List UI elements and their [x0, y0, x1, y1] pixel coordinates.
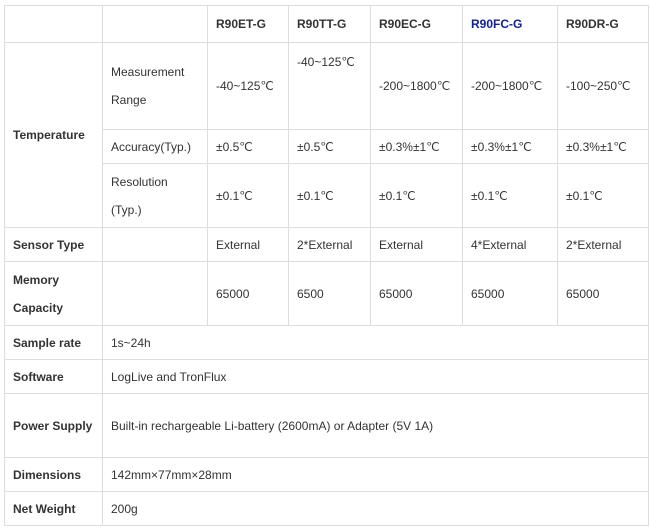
header-empty-cell: [103, 6, 208, 43]
sample-rate-value: 1s~24h: [103, 326, 649, 360]
sensor-value-3: External: [371, 228, 463, 262]
sensor-value-2: 2*External: [289, 228, 371, 262]
software-label: Software: [5, 360, 103, 394]
accuracy-value-1: ±0.5℃: [208, 130, 289, 164]
header-model-1: R90ET-G: [208, 6, 289, 43]
dimensions-label: Dimensions: [5, 458, 103, 492]
table-row: [5, 492, 649, 526]
power-supply-label: Power Supply: [5, 394, 103, 458]
header-row: [5, 6, 649, 43]
header-model-2: R90TT-G: [289, 6, 371, 43]
software-value: LogLive and TronFlux: [103, 360, 649, 394]
range-value-4: -200~1800℃: [463, 43, 558, 130]
sample-rate-label: Sample rate: [5, 326, 103, 360]
measurement-range-label: Measurement Range: [103, 43, 208, 130]
header-empty-cell: [5, 6, 103, 43]
resolution-value-2: ±0.1℃: [289, 164, 371, 228]
empty-cell: [103, 262, 208, 326]
range-value-3: -200~1800℃: [371, 43, 463, 130]
table-row: [5, 43, 649, 130]
sensor-value-4: 4*External: [463, 228, 558, 262]
table-row: [5, 458, 649, 492]
table-row: [5, 326, 649, 360]
memory-value-4: 65000: [463, 262, 558, 326]
resolution-value-1: ±0.1℃: [208, 164, 289, 228]
dimensions-value: 142mm×77mm×28mm: [103, 458, 649, 492]
temperature-label: Temperature: [5, 43, 103, 228]
accuracy-label: Accuracy(Typ.): [103, 130, 208, 164]
sensor-value-1: External: [208, 228, 289, 262]
spec-table: [4, 5, 649, 526]
table-row: [5, 360, 649, 394]
empty-cell: [103, 228, 208, 262]
sensor-value-5: 2*External: [558, 228, 649, 262]
memory-value-3: 65000: [371, 262, 463, 326]
memory-value-5: 65000: [558, 262, 649, 326]
header-model-3: R90EC-G: [371, 6, 463, 43]
accuracy-value-4: ±0.3%±1℃: [463, 130, 558, 164]
range-value-5: -100~250℃: [558, 43, 649, 130]
memory-value-2: 6500: [289, 262, 371, 326]
accuracy-value-3: ±0.3%±1℃: [371, 130, 463, 164]
net-weight-value: 200g: [103, 492, 649, 526]
resolution-value-4: ±0.1℃: [463, 164, 558, 228]
range-value-2: -40~125℃: [289, 43, 371, 130]
table-row: [5, 262, 649, 326]
power-supply-value: Built-in rechargeable Li-battery (2600mA) or Adapter (5V 1A): [103, 394, 649, 458]
accuracy-value-5: ±0.3%±1℃: [558, 130, 649, 164]
header-model-4: R90FC-G: [463, 6, 558, 43]
resolution-label: Resolution (Typ.): [103, 164, 208, 228]
net-weight-label: Net Weight: [5, 492, 103, 526]
range-value-1: -40~125℃: [208, 43, 289, 130]
resolution-value-3: ±0.1℃: [371, 164, 463, 228]
table-row: [5, 228, 649, 262]
table-row: [5, 394, 649, 458]
header-model-5: R90DR-G: [558, 6, 649, 43]
memory-label: Memory Capacity: [5, 262, 103, 326]
accuracy-value-2: ±0.5℃: [289, 130, 371, 164]
resolution-value-5: ±0.1℃: [558, 164, 649, 228]
sensor-type-label: Sensor Type: [5, 228, 103, 262]
memory-value-1: 65000: [208, 262, 289, 326]
